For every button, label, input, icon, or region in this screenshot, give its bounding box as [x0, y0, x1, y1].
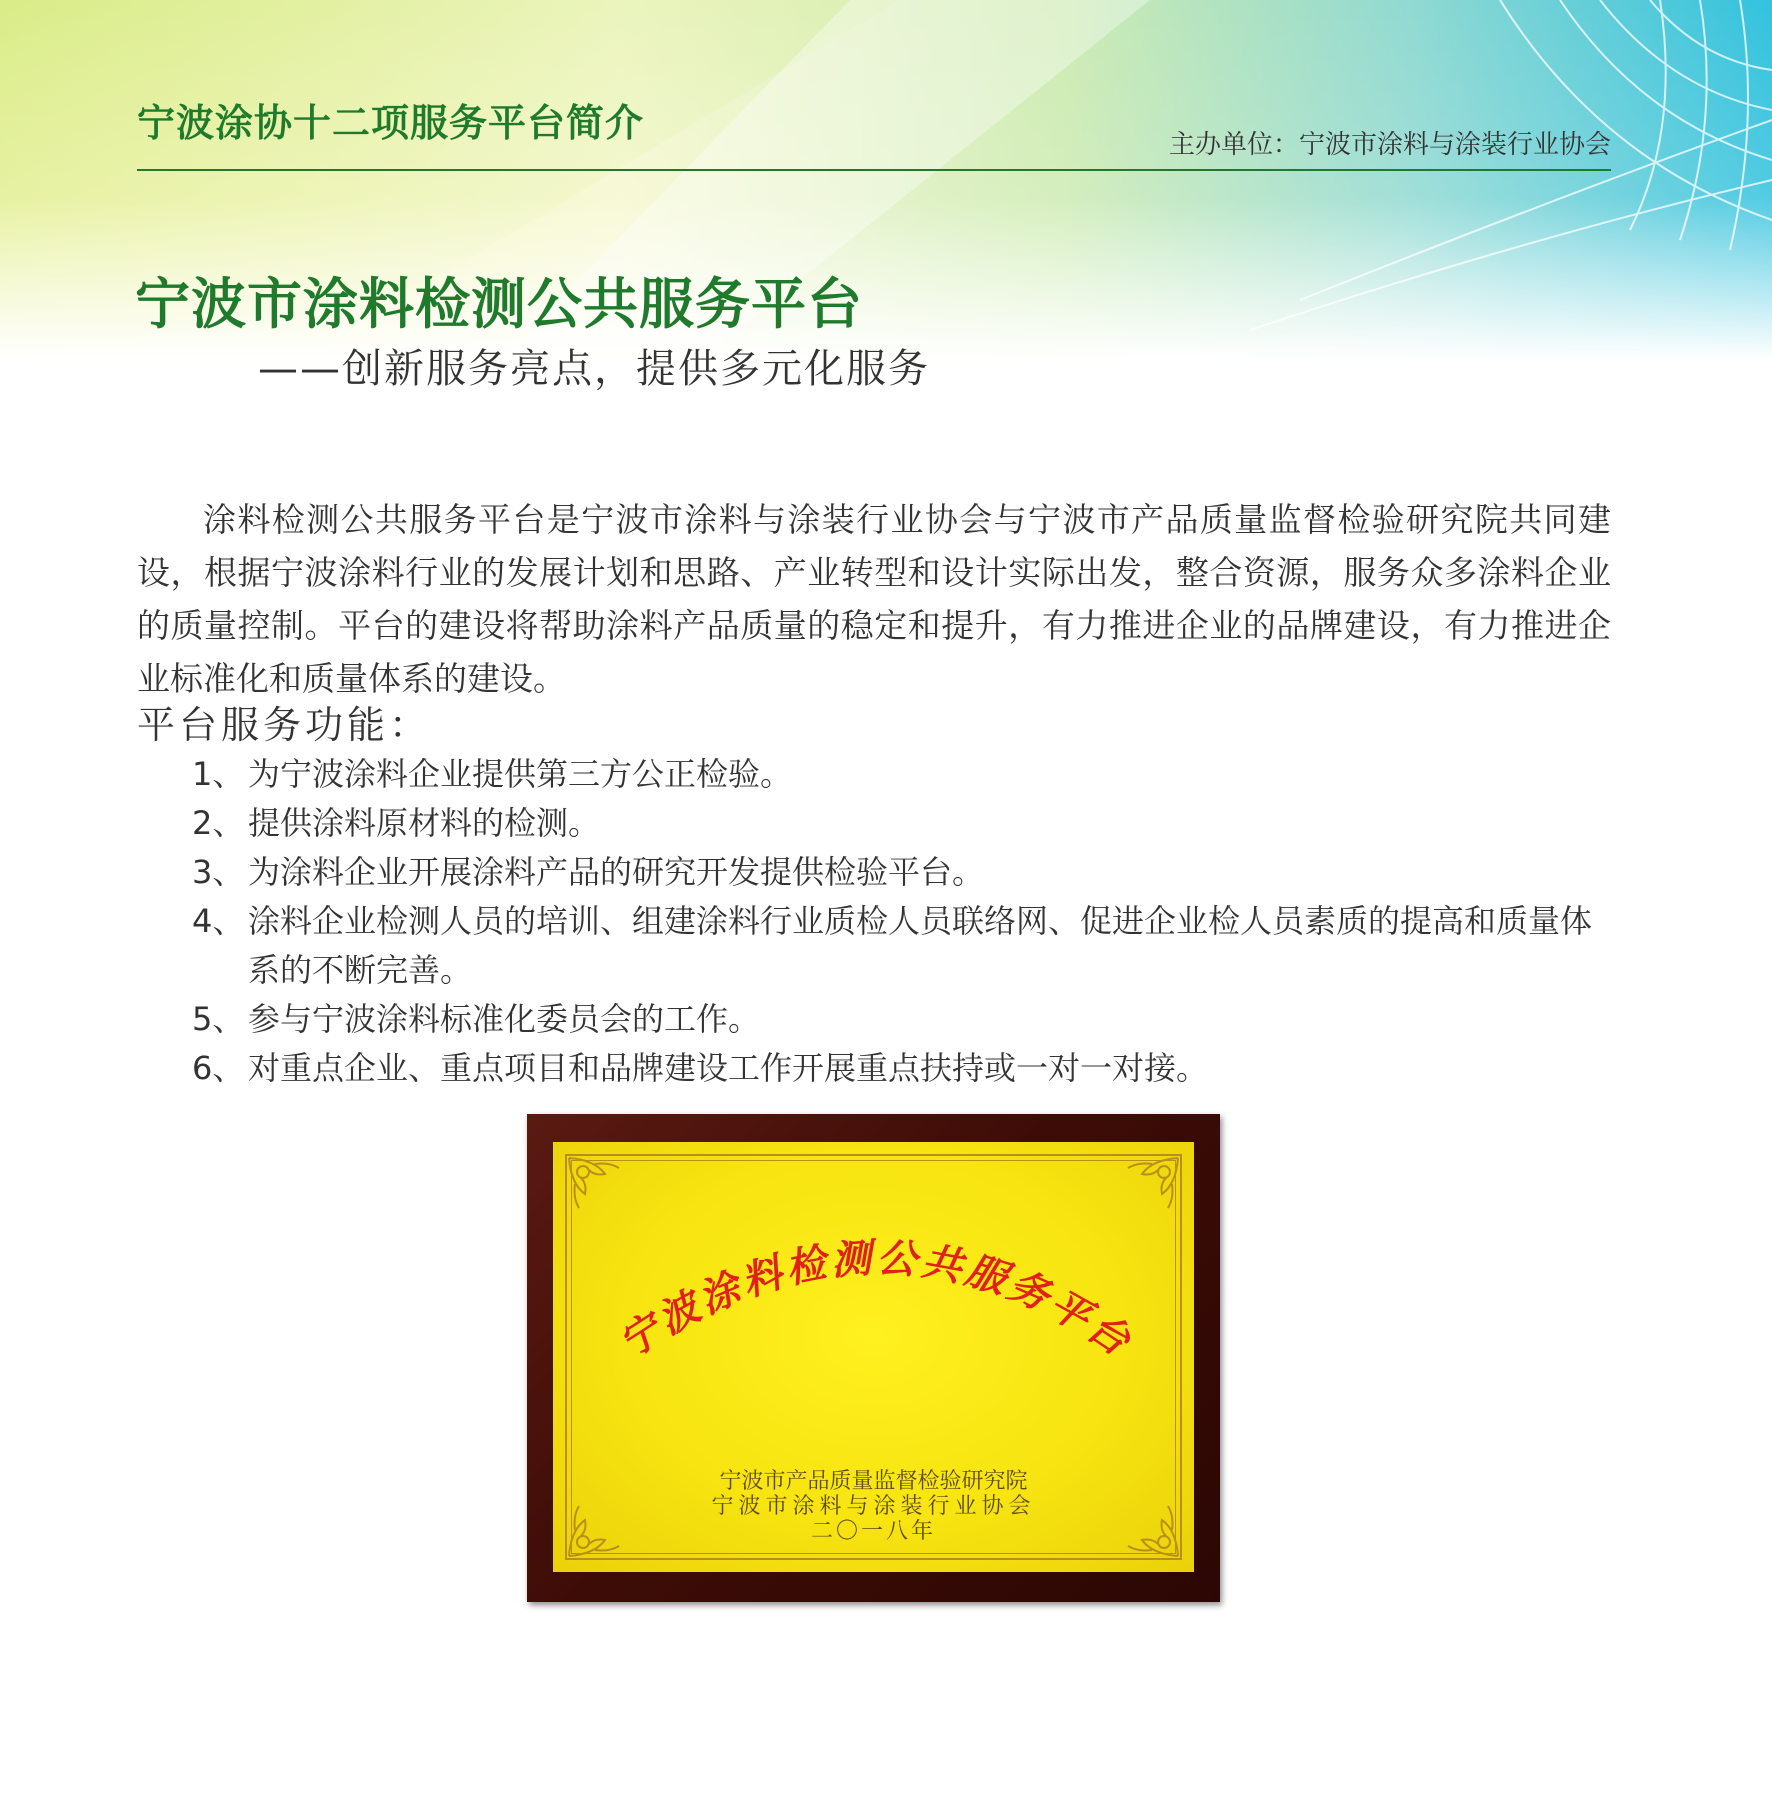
svg-text:宁波涂料检测公共服务平台: [611, 1234, 1142, 1367]
function-number: 1、: [192, 755, 245, 793]
plaque-issuer-2: 宁波市涂料与涂装行业协会: [711, 1494, 1036, 1519]
function-text: 为宁波涂料企业提供第三方公正检验。: [248, 755, 793, 793]
plaque-year: 二〇一八年: [810, 1519, 936, 1544]
function-item: [192, 848, 1612, 897]
header-organizer: 主办单位：宁波市涂料与涂装行业协会: [1168, 130, 1611, 160]
function-number: 5、: [192, 1000, 245, 1038]
plaque-issuer-1: 宁波市产品质量监督检验研究院: [719, 1469, 1028, 1494]
function-text: 参与宁波涂料标准化委员会的工作。: [248, 1000, 761, 1038]
header-divider: [137, 169, 1611, 171]
plaque-board: [553, 1142, 1194, 1572]
plaque-title: 宁波涂料检测公共服务平台: [610, 1234, 1142, 1368]
function-item: [192, 750, 1612, 799]
page-subtitle: ——创新服务亮点，提供多元化服务: [258, 346, 930, 392]
header-title: 宁波涂协十二项服务平台简介: [137, 101, 645, 145]
function-item: [192, 799, 1612, 848]
plaque-issuers: [553, 1469, 1194, 1544]
function-number: 6、: [192, 1049, 245, 1087]
page-title: 宁波市涂料检测公共服务平台: [135, 272, 864, 336]
function-text: 涂料企业检测人员的培训、组建涂料行业质检人员联络网、促进企业检人员素质的提高和质量体系的不断完善。: [248, 902, 1593, 989]
functions-list: [192, 750, 1612, 1093]
function-item: [192, 1044, 1612, 1093]
function-item: [192, 897, 1612, 995]
function-text: 提供涂料原材料的检测。: [248, 804, 601, 842]
function-text: 对重点企业、重点项目和品牌建设工作开展重点扶持或一对一对接。: [248, 1049, 1209, 1087]
plaque-image: [527, 1114, 1220, 1602]
function-number: 3、: [192, 853, 245, 891]
intro-paragraph: 涂料检测公共服务平台是宁波市涂料与涂装行业协会与宁波市产品质量监督检验研究院共同建设，根据宁波涂料行业的发展计划和思路、产业转型和设计实际出发，整合资源，服务众多涂料企业的质量控制。平台的建设将帮助涂料产品质量的稳定和提升，有力推进企业的品牌建设，有力推进企业标准化和质量体系的建设。: [137, 500, 1611, 698]
function-text: 为涂料企业开展涂料产品的研究开发提供检验平台。: [248, 853, 985, 891]
functions-heading: 平台服务功能：: [137, 703, 432, 747]
function-item: [192, 995, 1612, 1044]
function-number: 4、: [192, 902, 245, 940]
function-number: 2、: [192, 804, 245, 842]
